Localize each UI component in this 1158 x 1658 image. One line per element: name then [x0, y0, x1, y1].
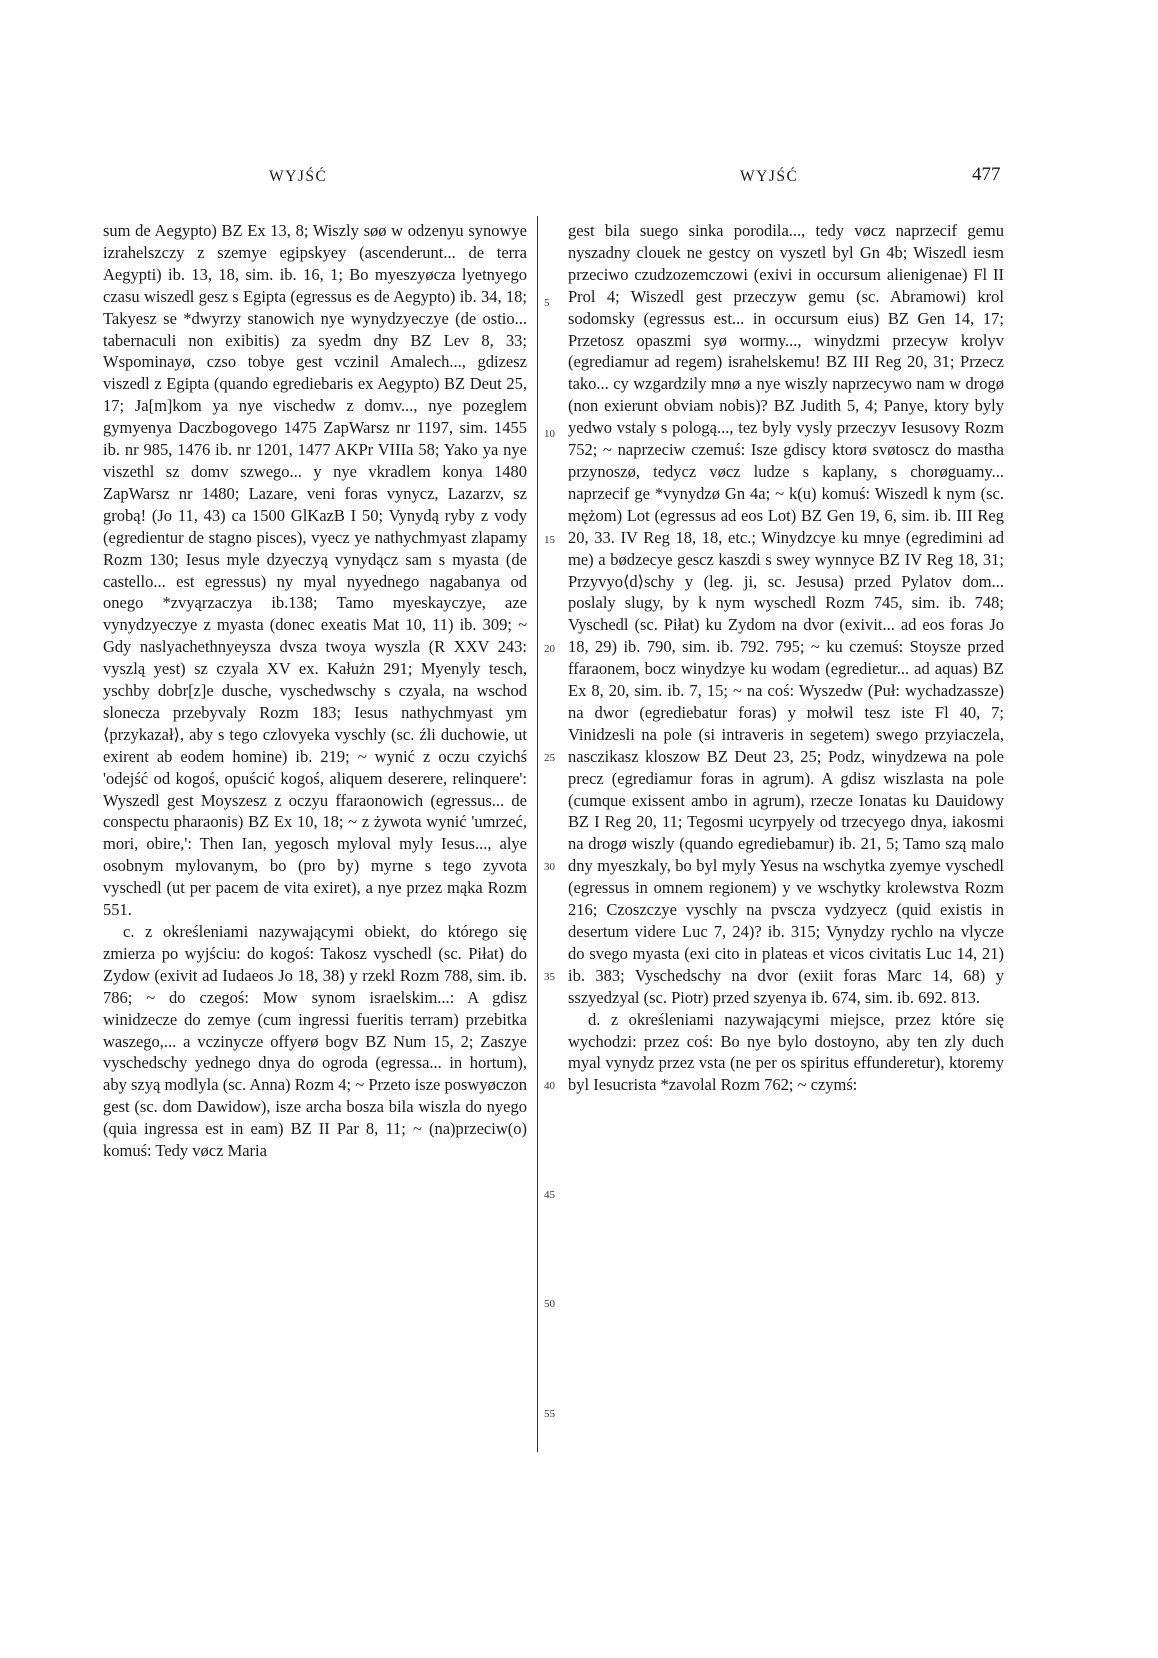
- line-number: 40: [544, 1080, 555, 1092]
- right-column: [568, 220, 1004, 1452]
- line-number: 15: [544, 534, 555, 546]
- right-paragraph-1: gest bila suego sinka porodila..., tedy vøcz naprzecif gemu nyszadny clouek ne gestcy on vyszetl byl Gn 4b; Wiszedl iesm przeciwo czudzozemczowi (exivi in occursum alienigenae) Fl II Prol 4; Wiszedl gest przeczyw gemu (sc. Abramowi) krol sodomsky (egressus est... in occursum eius) BZ Gen 14, 17; Przetosz opaszmi syø wormy..., winydzmi przecyw krolyv (egrediamur ad regem) israhelskemu! BZ III Reg 20, 31; Przecz tako... cy wzgardzily mnø a nye wiszly naprzecywo nam w drogø (non exierunt obviam nobis)? BZ Judith 5, 4; Panye, ktory byly yedwo vstaly s pologą..., tez byly vysly przeczyv Iesusovy Rozm 752; ~ naprzeciw czemuś: Isze gdiscy ktorø svøtoscz do mastha przynoszø, tedycz vøcz ludze s kaplany, s chorøguamy... naprzecif ge *vynydzø Gn 4a; ~ k(u) komuś: Wiszedl k nym (sc. mężom) Lot (egressus ad eos Lot) BZ Gen 19, 6, sim. ib. III Reg 20, 33. IV Reg 18, 18, etc.; Winydzcye ku mnye (egredimini ad me) a bødzecye gescz kaszdi s swey wynnyce BZ IV Reg 18, 31; Przyvyo⟨d⟩schy y (leg. ji, sc. Jesusa) przed Pylatov dom... poslaly slugy, by k nym wyschedl Rozm 745, sim. ib. 748; Vyschedl (sc. Piłat) ku Zydom na dvor (exivit... ad eos foras Jo 18, 29) ib. 790, sim. ib. 792. 795; ~ ku czemuś: Stoysze przed ffaraonem, bocz winydzye ku wodam (egredietur... ad aquas) BZ Ex 8, 20, sim. ib. 7, 15; ~ na coś: Wyszedw (Puł: wychadzassze) na dwor (egrediebatur foras) y mołwil tesz iste Fl 40, 7; Vinidzesli na pole (si intraveris in segetem) swego przyiaczela, nasczikasz kloszow BZ Deut 23, 25; Podz, winydzewa na pole precz (egrediamur foras in agrum). A gdisz wiszlasta na pole (cumque exissent ambo in agrum), rzecze Ionatas ku Dauidowy BZ I Reg 20, 11; Tegosmi ucyrpyely od trzecyego dnya, iakosmi na drogø wiszly (quando egrediebamur) ib. 21, 5; Tamo szą malo dny myeszkaly, bo byl myly Yesus na wschytka zyemye vyschedl (egressus in omnem regionem) y ve wschytky krolewstva Rozm 216; Czoszczye vyschly na pvscza vydzyecz (quid existis in desertum videre Luc 7, 24)? ib. 315; Vynydzy rychlo na vlycze do svego myasta (exi cito in plateas et vicos civitatis Luc 14, 21) ib. 383; Vyschedschy na dvor (exiit foras Marc 14, 68) y sszyedzyal (sc. Piotr) przed szyenya ib. 674, sim. ib. 692. 813.: [568, 221, 1004, 1007]
- column-divider: [537, 216, 538, 1452]
- line-number: 10: [544, 428, 555, 440]
- line-number: 25: [544, 752, 555, 764]
- left-column: [103, 220, 527, 1452]
- line-number: 55: [544, 1408, 555, 1420]
- page-number: 477: [972, 164, 1001, 185]
- right-paragraph-2: d. z określeniami nazywającymi miejsce, przez które się wychodzi: przez coś: Bo nye bylo dostoyno, aby ten zly duch myal vynydz przez vsta (ne per os spiritus effunderetur), ktoremy byl Iesucrista *zavolal Rozm 762; ~ czymś:: [568, 1009, 1004, 1095]
- left-paragraph-2: c. z określeniami nazywającymi obiekt, do którego się zmierza po wyjściu: do kogoś: Takosz vyschedl (sc. Piłat) do Zydow (exivit ad Iudaeos Jo 18, 38) y rzekl Rozm 788, sim. ib. 786; ~ do czegoś: Mow synom israelskim...: A gdisz winidzecze do zemye (cum ingressi fueritis terram) przebitka waszego,... a vczinycze offyerø bogv BZ Num 15, 2; Zaszye vyschedschy yednego dnya do ogroda (egressa... in hortum), aby szyą modlyla (sc. Anna) Rozm 4; ~ Przeto isze poswyøczon gest (sc. dom Dawidow), isze archa bosza bila wiszla do nyego (quia ingressa est in eam) BZ II Par 8, 11; ~ (na)przeciw(o) komuś: Tedy vøcz Maria: [103, 922, 527, 1161]
- running-head-right: WYJŚĆ: [740, 168, 799, 185]
- running-head-left: WYJŚĆ: [269, 168, 328, 185]
- line-number: 5: [544, 297, 550, 309]
- left-paragraph-1: sum de Aegypto) BZ Ex 13, 8; Wiszly søø w odzenyu synowye izrahelszczy z szemye egipskyey (ascenderunt... de terra Aegypti) ib. 13, 18, sim. ib. 16, 1; Bo myeszyøcza lyetnyego czasu wiszedl gesz s Egipta (egressus es de Aegypto) ib. 34, 18; Takyesz se *dwyrzy stanowich nye wynydzyeczye (de ostio... tabernaculi non exibitis) za syedm dny BZ Lev 8, 33; Wspominayø, czso tobye gest vczinil Amalech..., gdizesz viszedl z Egipta (quando egrediebaris ex Aegypto) BZ Deut 25, 17; Ja[m]kom ya nye vischedw z domv..., nye pozeglem gymyenya Daczbogovego 1475 ZapWarsz nr 1197, sim. 1455 ib. nr 985, 1476 ib. nr 1201, 1477 AKPr VIIIa 58; Yako ya nye viszethl sz domv szwego... y nye vkradlem konya 1480 ZapWarsz nr 1480; Lazare, veni foras vynycz, Lazarzv, sz grobą! (Jo 11, 43) ca 1500 GlKazB I 50; Vynydą ryby z vody (egredientur de stagno pisces), vyecz ye nathychmyast zlapamy Rozm 130; Iesus myle dzyeczyą vynydącz sam s myasta (de castello... est egressus) ny myal nyyednego nagabanya od onego *zvyąrzaczya ib.138; Tamo myeskayczye, aze vynydzyeczye z myasta (donec exeatis Mat 10, 11) ib. 309; ~ Gdy naslyachethnyeysza dvsza twoya wyszla (R XXV 243: vyszlą yest) sz czyala XV ex. Kałużn 291; Myenyly tesch, yschby dobr[z]e dusche, vyschedwschy s czyala, na wschod slonecza przebyvaly Rozm 183; Iesus nathychmyast ym ⟨przykazał⟩, aby s tego czlovyeka vyschly (sc. źli duchowie, ut exirent ab eodem homine) ib. 219; ~ wynić z oczu czyichś 'odejść od kogoś, opuścić kogoś, aliquem deserere, relinquere': Wyszedl gest Moyszesz z oczyu ffaraonowich (egressus... de conspectu pharaonis) BZ Ex 10, 18; ~ z żywota wynić 'umrzeć, mori, obire,': Then Ian, yegosch myloval myly Iesus..., alye osobnym mylovanym, bo (pro by) myrne s tego zyvota vyschedl (ut per pacem de vita exiret), a nye przez mąka Rozm 551.: [103, 221, 527, 920]
- line-number: 35: [544, 971, 555, 983]
- line-number: 45: [544, 1189, 555, 1201]
- line-number: 30: [544, 861, 555, 873]
- line-number: 20: [544, 643, 555, 655]
- line-number: 50: [544, 1298, 555, 1310]
